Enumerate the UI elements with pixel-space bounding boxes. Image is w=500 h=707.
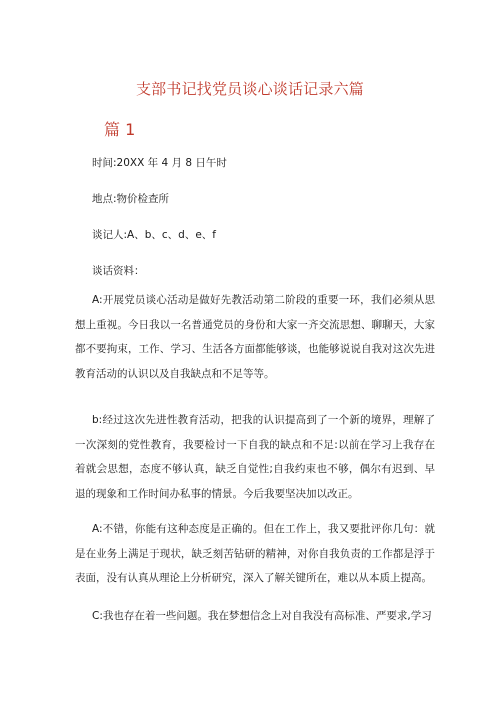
document-title: 支部书记找党员谈心谈话记录六篇 (135, 80, 364, 98)
section-heading: 篇 1 (104, 120, 136, 139)
paragraph-1: A:开展党员谈心活动是做好先教活动第二阶段的重要一环，我们必须从思想上重视。今日我以一名普通党员的身份和大家一齐交流思想、聊聊天，大家都不要拘束，工作、学习、生活各方面都能够谈，也能够说说自我对这次先进教育活动的认识以及自我缺点和不足等等。 (75, 294, 435, 380)
meeting-recorder: 谈记人:A、b、c、d、e、f (92, 229, 216, 241)
paragraph-3: A:不错，你能有这种态度是正确的。但在工作上，我又要批评你几句：就是在业务上满足于现状，缺乏刻苦钻研的精神，对你自我负责的工作都是浮于表面，没有认真从理论上分析研究，深入了解关键所在，难以从本质上提高。 (75, 523, 435, 584)
paragraph-4: C:我也存在着一些问题。我在梦想信念上对自我没有高标准、严要求,学习 (92, 610, 432, 622)
paragraph-2: b:经过这次先进性教育活动，把我的认识提高到了一个新的境界，理解了一次深刻的党性教育，我要检讨一下自我的缺点和不足:以前在学习上我存在着就会思想，态度不够认真，缺乏自觉性;自我约束也不够，偶尔有迟到、早退的现象和工作时间办私事的情景。今后我要坚决加以改正。 (75, 414, 435, 500)
materials-label: 谈话资料： (92, 265, 145, 277)
meeting-time: 时间:20XX 年 4 月 8 日午时 (92, 157, 227, 169)
meeting-place: 地点:物价检查所 (92, 193, 170, 205)
